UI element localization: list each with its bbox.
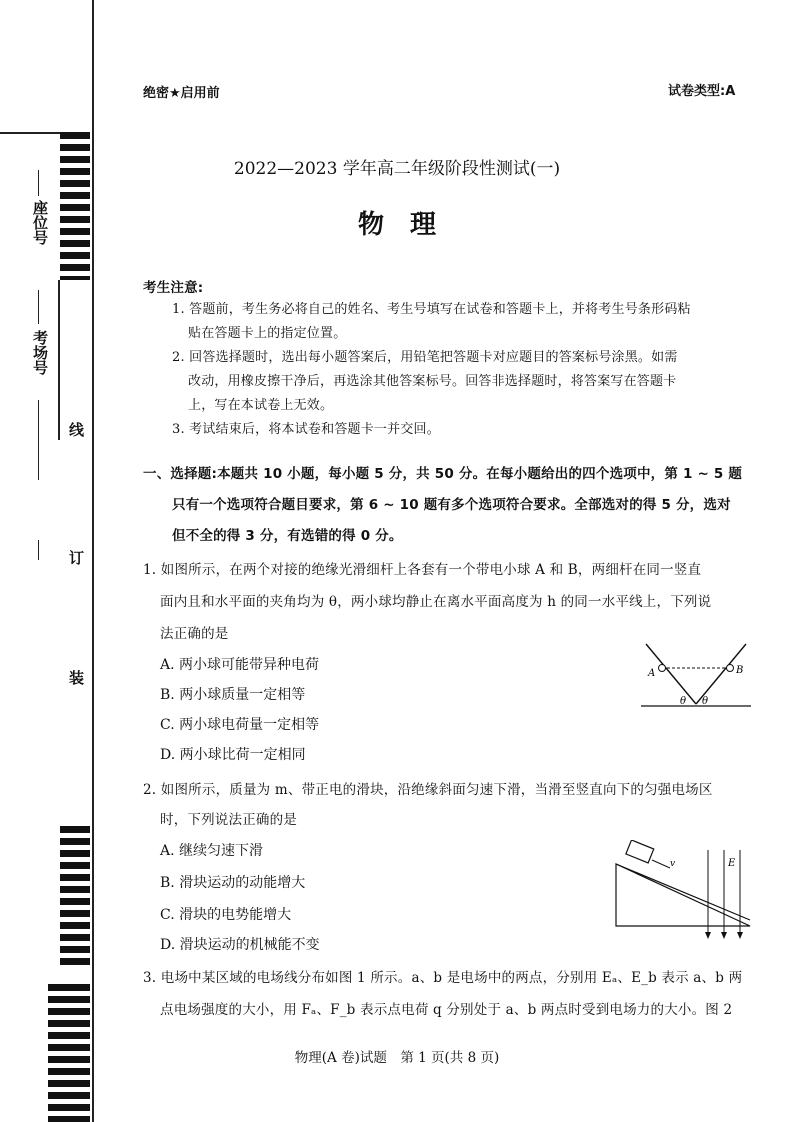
seat-number-label: 座位号 [31, 200, 49, 245]
incline-hypotenuse [616, 864, 750, 920]
notice-item: 改动，用橡皮擦干净后，再选涂其他答案标号。回答非选择题时，将答案写在答题卡 [188, 374, 677, 389]
q2-stem: 2. 如图所示，质量为 m、带正电的滑块，沿绝缘斜面匀速下滑，当滑至竖直向下的匀强电场区 [143, 782, 713, 798]
page-footer: 物理(A 卷)试题 第 1 页(共 8 页) [294, 1050, 500, 1066]
velocity-arrow [652, 860, 670, 868]
notice-heading: 考生注意: [143, 280, 204, 296]
q1-stem: 面内且和水平面的夹角均为 θ，两小球均静止在离水平面高度为 h 的同一水平线上，下列说 [160, 594, 712, 610]
incline [616, 864, 750, 926]
notice-item: 上，写在本试卷上无效。 [188, 398, 334, 413]
id-blank [38, 540, 39, 560]
label-b: B [736, 665, 744, 676]
field-arrowhead [737, 932, 743, 939]
ball-b [727, 665, 734, 672]
label-a: A [648, 668, 656, 679]
exam-room-blank [38, 290, 39, 324]
paper-type-label: 试卷类型:A [668, 84, 736, 99]
secret-label: 绝密★启用前 [143, 86, 220, 101]
angle-left: θ [680, 696, 687, 707]
section-heading: 一、选择题:本题共 10 小题，每小题 5 分，共 50 分。在每小题给出的四个选项中，第 1 ~ 5 题 [143, 466, 743, 482]
exam-room-label: 考场号 [31, 330, 49, 375]
q1-figure [636, 640, 756, 712]
q1-option-c: C. 两小球电荷量一定相等 [160, 717, 320, 733]
subject-title: 物 理 [357, 210, 436, 240]
q3-stem: 点电场强度的大小，用 Fₐ、F_b 表示点电荷 q 分别处于 a、b 两点时受到电场力的大小。图 2 [160, 1002, 733, 1018]
margin-rule-top [0, 132, 60, 134]
margin-line-char: 线 [67, 422, 85, 437]
q2-option-a: A. 继续匀速下滑 [160, 843, 264, 859]
notice-item: 1. 答题前，考生务必将自己的姓名、考生号填写在试卷和答题卡上，并将考生号条形码粘 [172, 302, 691, 317]
q1-stem: 法正确的是 [160, 626, 229, 642]
exam-title: 2022—2023 学年高二年级阶段性测试(一) [233, 159, 561, 179]
notice-item: 3. 考试结束后，将本试卷和答题卡一并交回。 [172, 422, 440, 437]
margin-bind-char: 订 [67, 550, 85, 565]
q1-stem: 1. 如图所示，在两个对接的绝缘光滑细杆上各套有一个带电小球 A 和 B，两细杆在同一竖直 [143, 562, 702, 578]
velocity-label: v [670, 859, 676, 869]
margin-staple-char: 装 [67, 670, 85, 685]
q2-option-c: C. 滑块的电势能增大 [160, 907, 292, 923]
name-blank [38, 400, 39, 480]
q1-option-b: B. 两小球质量一定相等 [160, 687, 306, 703]
q2-option-b: B. 滑块运动的动能增大 [160, 875, 306, 891]
section-heading: 但不全的得 3 分，有选错的得 0 分。 [172, 528, 403, 544]
margin-rule-right [58, 280, 60, 440]
q2-option-d: D. 滑块运动的机械能不变 [160, 937, 320, 953]
angle-right: θ [702, 696, 709, 707]
section-heading: 只有一个选项符合题目要求，第 6 ~ 10 题有多个选项符合要求。全部选对的得 5 分，选对 [172, 497, 731, 513]
q2-stem: 时，下列说法正确的是 [160, 812, 297, 828]
slider-block [626, 840, 654, 863]
ball-a [659, 665, 666, 672]
field-arrowhead [721, 932, 727, 939]
field-arrowhead [705, 932, 711, 939]
q1-option-a: A. 两小球可能带异种电荷 [160, 657, 320, 673]
q2-figure [612, 840, 756, 942]
q3-stem: 3. 电场中某区域的电场线分布如图 1 所示。a、b 是电场中的两点，分别用 Eₐ、E_b 表示 a、b 两 [143, 970, 743, 986]
q1-option-d: D. 两小球比荷一定相同 [160, 747, 306, 763]
barcode-strip-middle [60, 826, 90, 966]
notice-item: 2. 回答选择题时，选出每小题答案后，用铅笔把答题卡对应题目的答案标号涂黑。如需 [172, 350, 678, 365]
field-label: E [728, 858, 736, 869]
notice-item: 贴在答题卡上的指定位置。 [188, 326, 347, 341]
